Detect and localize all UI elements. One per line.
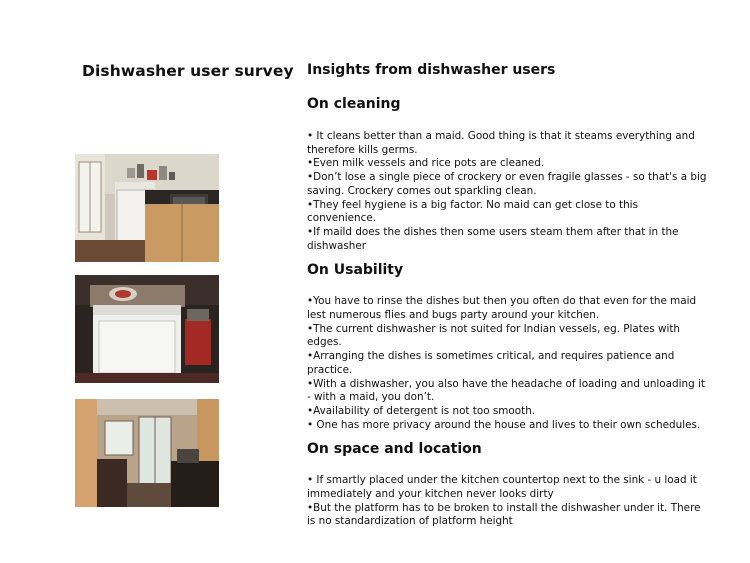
insights-content [307, 62, 707, 538]
bullet-item: • One has more privacy around the house and lives to their own schedules. [307, 418, 701, 431]
bullet-item: •The current dishwasher is not suited for Indian vessels, eg. Plates with edges. [307, 322, 681, 349]
bullet-item: • If smartly placed under the kitchen countertop next to the sink - u load it immediately and your kitchen never looks dirty [307, 474, 697, 501]
bullet-item: • It cleans better than a maid. Good thing is that it steams everything and therefore kills germs. [307, 130, 695, 156]
section-heading: On space and location [307, 441, 482, 458]
bullet-item: •You have to rinse the dishes but then you often do that even for the maid lest numerous flies and bugs party around your kitchen. [307, 295, 697, 322]
kitchen-counter-photo [75, 154, 219, 262]
bullet-item: •Don’t lose a single piece of crockery or even fragile glasses - so that's a big saving. Crockery comes out sparkling clean. [307, 171, 707, 197]
bullet-item: •If maild does the dishes then some users steam them after that in the dishwasher [307, 225, 679, 252]
bullet-item: •Arranging the dishes is sometimes critical, and requires patience and practice. [307, 350, 675, 376]
bullet-list [307, 474, 707, 529]
bullet-item: •With a dishwasher, you also have the headache of loading and unloading it - with a maid, you don’t. [307, 377, 705, 404]
bullet-list [307, 130, 707, 253]
insights-title: Insights from dishwasher users [307, 62, 556, 78]
section-on-space-and-location [307, 441, 707, 529]
bullet-item: •They feel hygiene is a big factor. No maid can get close to this convenience. [307, 198, 638, 225]
kitchen-view-photo [75, 399, 219, 507]
bullet-list [307, 295, 707, 432]
bullet-item: •Even milk vessels and rice pots are cleaned. [307, 157, 545, 170]
section-on-usability [307, 262, 707, 432]
section-on-cleaning [307, 96, 707, 253]
section-heading: On Usability [307, 262, 404, 279]
bullet-item: •Availability of detergent is not too smooth. [307, 404, 536, 417]
bullet-item: •But the platform has to be broken to install the dishwasher under it. There is no standardization of platform height [307, 501, 701, 528]
survey-title: Dishwasher user survey [82, 62, 294, 80]
section-heading: On cleaning [307, 96, 401, 112]
dishwasher-photo [75, 275, 219, 383]
